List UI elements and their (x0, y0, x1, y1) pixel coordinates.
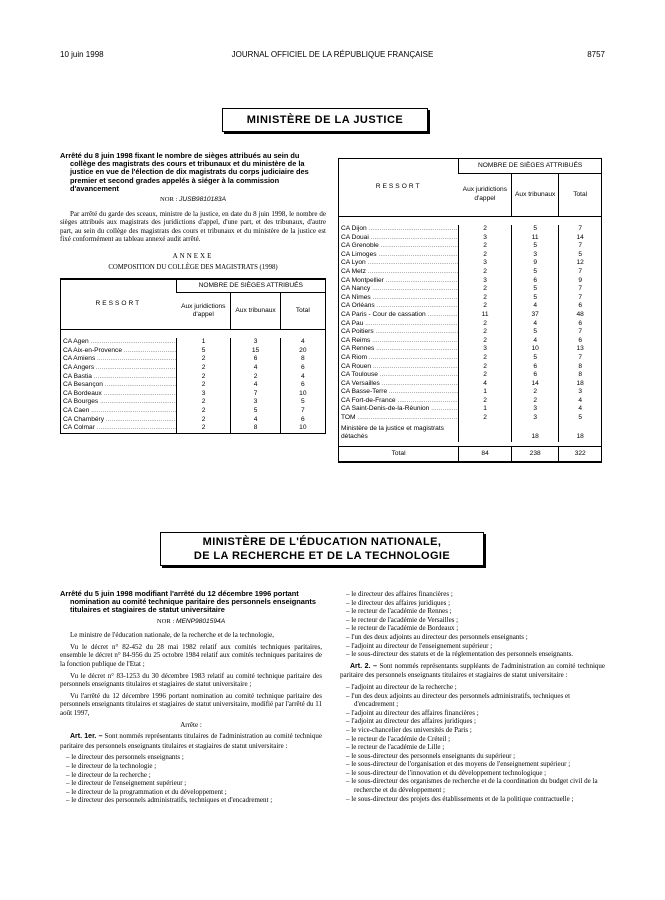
table-row (339, 234, 601, 243)
total-header: Total (280, 293, 325, 330)
ressort-cell: CA Dijon ..... (339, 225, 459, 234)
tribunaux-header: Aux tribunaux (231, 293, 280, 330)
table-row (339, 285, 601, 294)
ressort-cell: CA Poitiers ..... (339, 328, 459, 337)
table-row (61, 381, 325, 390)
value-cell: 13 (559, 345, 601, 354)
list-item: – le recteur de l'académie de Lille ; (346, 743, 445, 752)
arrete-justice (60, 152, 326, 434)
table-row (339, 225, 601, 234)
ressort-cell: CA Nîmes ..... (339, 294, 459, 303)
value-cell: 2 (511, 388, 558, 397)
value-cell: 1 (176, 338, 231, 347)
ressort-cell: CA Limoges ..... (339, 251, 459, 260)
nor-line-2: NOR : MENP9801594A (156, 617, 226, 625)
list-item: – le sous-directeur de l'organisation et des moyens de l'enseignement supérieur ; (346, 760, 571, 769)
value-cell: 18 (559, 380, 601, 389)
value-cell: 5 (559, 414, 601, 423)
ressort-cell: CA Montpellier ..... (339, 277, 459, 286)
value-cell: 3 (511, 405, 558, 414)
table-row (339, 320, 601, 329)
ressort-cell: CA Nancy ..... (339, 285, 459, 294)
table-row-ministere: Ministère de la justice et magistrats détachés 18 18 (339, 423, 601, 442)
value-cell: 5 (280, 398, 325, 407)
table-row (339, 268, 601, 277)
ressort-cell: CA Reims ..... (339, 337, 459, 346)
ressort-cell: CA Besançon ..... (61, 381, 176, 390)
list-item: – le sous-directeur des organismes de recherche et de la coordination du budget civil de la recherche et du développement ; (346, 777, 598, 795)
ressort-cell: CA Colmar ..... (61, 424, 176, 433)
ressort-cell: CA Saint-Denis-de-la-Réunion ..... (339, 405, 459, 414)
value-cell: 12 (559, 259, 601, 268)
ressort-cell: CA Metz ..... (339, 268, 459, 277)
ressort-cell: CA Chambéry ..... (61, 416, 176, 425)
value-cell: 8 (280, 355, 325, 364)
value-cell: 7 (559, 328, 601, 337)
value-cell: 15 (231, 347, 280, 356)
list-item: – le directeur de la technologie ; (66, 761, 157, 770)
value-cell: 4 (511, 302, 558, 311)
value-cell: 2 (459, 371, 512, 380)
value-cell: 5 (511, 242, 558, 251)
list-item: – le directeur de la recherche ; (66, 770, 151, 779)
table-row (339, 388, 601, 397)
value-cell: 2 (459, 268, 512, 277)
value-cell: 5 (231, 407, 280, 416)
table-row (339, 294, 601, 303)
ressort-cell: CA Amiens ..... (61, 355, 176, 364)
value-cell: 4 (511, 320, 558, 329)
table-row (61, 390, 325, 399)
table-row (339, 405, 601, 414)
value-cell: 7 (559, 225, 601, 234)
value-cell: 4 (231, 416, 280, 425)
list-item: – l'adjoint au directeur des affaires juridiques ; (346, 717, 477, 726)
value-cell: 8 (231, 424, 280, 433)
value-cell: 14 (511, 380, 558, 389)
table-row (339, 380, 601, 389)
ressort-cell: CA Rouen ..... (339, 363, 459, 372)
value-cell: 2 (459, 414, 512, 423)
table-row (339, 311, 601, 320)
value-cell: 2 (176, 407, 231, 416)
table-row (61, 347, 325, 356)
table-row (61, 407, 325, 416)
value-cell: 6 (559, 337, 601, 346)
value-cell: 5 (511, 225, 558, 234)
article-2: Art. 2. – Sont nommés représentants suppléants de l'administration au comité technique paritaire des personnels enseignants titulaires et stagiaires de statut universitaire : (340, 661, 606, 680)
value-cell: 10 (280, 424, 325, 433)
table-row (339, 251, 601, 260)
ressort-cell: CA Angers ..... (61, 364, 176, 373)
value-cell: 2 (176, 416, 231, 425)
value-cell: 5 (511, 268, 558, 277)
list-item: – le directeur des personnels administratifs, techniques et d'encadrement ; (66, 796, 273, 805)
table-row (61, 424, 325, 433)
table-row (61, 373, 325, 382)
value-cell: 4 (280, 338, 325, 347)
list-item: – l'adjoint au directeur des affaires financières ; (346, 708, 479, 717)
value-cell: 5 (511, 328, 558, 337)
table-row (339, 259, 601, 268)
arrete-education-right (340, 590, 605, 803)
list-item: – le sous-directeur des statuts et de la réglementation des personnels enseignants. (346, 650, 574, 659)
ressort-cell: TOM ..... (339, 414, 459, 423)
table-row (339, 328, 601, 337)
value-cell: 3 (231, 338, 280, 347)
value-cell: 5 (511, 285, 558, 294)
value-cell: 4 (511, 337, 558, 346)
appel-header: Aux juridictions d'appel (176, 293, 231, 330)
value-cell: 2 (459, 294, 512, 303)
sieges-table-right (338, 158, 602, 463)
arrete-justice-title: Arrêté du 8 juin 1998 fixant le nombre de sièges attribués au sein du collège des magistrats des cours et tribunaux et du ministère de la justice en vue de l'élection de dix magistrats du corps judiciaire des premier et second grades appelés à siéger à la commission d'avancement (60, 151, 309, 193)
table-row (61, 338, 325, 347)
value-cell: 4 (231, 381, 280, 390)
sieges-table-right-wrap (338, 158, 602, 463)
value-cell: 2 (459, 320, 512, 329)
value-cell: 5 (511, 354, 558, 363)
ressort-cell: CA Grenoble ..... (339, 242, 459, 251)
ministry-justice-heading: MINISTÈRE DE LA JUSTICE (222, 108, 428, 132)
table-row (339, 277, 601, 286)
article-1-list (60, 753, 322, 805)
value-cell: 6 (511, 371, 558, 380)
value-cell: 7 (559, 354, 601, 363)
list-item: – le recteur de l'académie de Créteil ; (346, 734, 451, 743)
composition-heading: COMPOSITION DU COLLÈGE DES MAGISTRATS (1998) (108, 263, 278, 271)
value-cell: 6 (559, 302, 601, 311)
table-row (339, 242, 601, 251)
sieges-table-left (60, 278, 326, 434)
value-cell: 4 (559, 397, 601, 406)
ressort-cell: CA Orléans ..... (339, 302, 459, 311)
value-cell: 2 (459, 285, 512, 294)
value-cell: 37 (511, 311, 558, 320)
article-1-list-continued (340, 590, 605, 659)
value-cell: 6 (231, 355, 280, 364)
ressort-cell: CA Bastia ..... (61, 373, 176, 382)
table-row (61, 398, 325, 407)
value-cell: 3 (459, 234, 512, 243)
table-row (339, 302, 601, 311)
value-cell: 5 (559, 251, 601, 260)
list-item: – le sous-directeur de l'innovation et du développement technologique ; (346, 768, 547, 777)
value-cell: 3 (176, 390, 231, 399)
appel-header-right: Aux juridictions d'appel (459, 174, 512, 217)
header-date: 10 juin 1998 (60, 50, 104, 59)
ressort-cell: CA Caen ..... (61, 407, 176, 416)
value-cell: 2 (459, 397, 512, 406)
value-cell: 20 (280, 347, 325, 356)
value-cell: 7 (280, 407, 325, 416)
value-cell: 8 (559, 363, 601, 372)
list-item: – le recteur de l'académie de Rennes ; (346, 607, 452, 616)
value-cell: 2 (176, 424, 231, 433)
value-cell: 7 (231, 390, 280, 399)
list-item: – l'un des deux adjoints au directeur des personnels administratifs, techniques et d'encadrement ; (346, 691, 571, 709)
tribunaux-header-right: Aux tribunaux (511, 174, 558, 217)
table-row (339, 371, 601, 380)
list-item: – le sous-directeur des personnels enseignants du supérieur ; (346, 751, 516, 760)
value-cell: 7 (559, 294, 601, 303)
value-cell: 11 (511, 234, 558, 243)
value-cell: 10 (511, 345, 558, 354)
value-cell: 2 (459, 302, 512, 311)
ressort-cell: CA Bordeaux ..... (61, 390, 176, 399)
list-item: – le directeur des personnels enseignants ; (66, 753, 184, 762)
value-cell: 2 (459, 337, 512, 346)
list-item: – l'adjoint au directeur de la recherche ; (346, 682, 457, 691)
value-cell: 10 (280, 390, 325, 399)
value-cell: 3 (231, 398, 280, 407)
value-cell: 9 (559, 277, 601, 286)
value-cell: 2 (176, 398, 231, 407)
value-cell: 6 (280, 364, 325, 373)
table-row (339, 337, 601, 346)
nor-line: NOR : JUSB9810183A (160, 196, 226, 204)
value-cell: 3 (459, 259, 512, 268)
article-1: Art. 1er. – Sont nommés représentants titulaires de l'administration au comité technique paritaire des personnels enseignants titulaires et stagiaires de statut universitaire : (60, 732, 322, 750)
value-cell: 6 (280, 381, 325, 390)
value-cell: 6 (511, 277, 558, 286)
value-cell: 2 (176, 373, 231, 382)
value-cell: 6 (511, 363, 558, 372)
nombre-header-right: NOMBRE DE SIÈGES ATTRIBUÉS (459, 159, 601, 174)
value-cell: 14 (559, 234, 601, 243)
value-cell: 4 (231, 364, 280, 373)
value-cell: 2 (459, 363, 512, 372)
arrete-justice-text: Par arrêté du garde des sceaux, ministre de la justice, en date du 8 juin 1998, le nombre de sièges attribués aux magistrats des juridictions d'appel, d'une part, et des tribunaux, d'autre part, au sein du collège des magistrats des cours et tribunaux et du ministère de la justice est fixé conformément au tableau annexé audit arrêté. (60, 209, 326, 244)
ressort-cell: CA Lyon ..... (339, 259, 459, 268)
value-cell: 2 (459, 242, 512, 251)
value-cell: 2 (231, 373, 280, 382)
ressort-cell: CA Toulouse ..... (339, 371, 459, 380)
list-item: – le directeur des affaires financières ; (346, 590, 453, 598)
value-cell: 6 (280, 416, 325, 425)
ressort-cell: CA Rennes ..... (339, 345, 459, 354)
table-row (61, 364, 325, 373)
list-item: – le recteur de l'académie de Versailles ; (346, 615, 459, 624)
value-cell: 9 (511, 259, 558, 268)
ressort-cell: CA Paris - Cour de cassation ..... (339, 311, 459, 320)
nombre-header: NOMBRE DE SIÈGES ATTRIBUÉS (176, 280, 325, 293)
value-cell: 11 (459, 311, 512, 320)
arrete-education-title: Arrêté du 5 juin 1998 modifiant l'arrêté du 12 décembre 1996 portant nomination au comité technique paritaire des personnels enseignants titulaires et stagiaires de statut universitaire (60, 589, 316, 615)
list-item: – le directeur de l'enseignement supérieur ; (66, 779, 187, 788)
value-cell: 2 (176, 355, 231, 364)
ressort-cell: CA Fort-de-France ..... (339, 397, 459, 406)
table-row (339, 354, 601, 363)
ressort-cell: CA Bourges ..... (61, 398, 176, 407)
table-row (339, 414, 601, 423)
table-row (339, 363, 601, 372)
list-item: – le directeur de la programmation et du développement ; (66, 787, 227, 796)
value-cell: 1 (459, 388, 512, 397)
value-cell: 6 (559, 320, 601, 329)
ressort-cell: CA Agen ..... (61, 338, 176, 347)
list-item: – l'adjoint au directeur de l'enseignement supérieur ; (346, 641, 493, 650)
value-cell: 3 (459, 277, 512, 286)
table-row (339, 345, 601, 354)
header-page-number: 8757 (587, 50, 605, 59)
value-cell: 48 (559, 311, 601, 320)
list-item: – le sous-directeur des projets des établissements et de la politique contractuelle ; (346, 794, 574, 803)
table-row (61, 416, 325, 425)
value-cell: 2 (459, 354, 512, 363)
annexe-heading: ANNEXE (172, 251, 214, 260)
value-cell: 5 (176, 347, 231, 356)
value-cell: 7 (559, 268, 601, 277)
ressort-cell: CA Riom ..... (339, 354, 459, 363)
value-cell: 8 (559, 371, 601, 380)
list-item: – le directeur des affaires juridiques ; (346, 598, 451, 607)
value-cell: 3 (511, 414, 558, 423)
value-cell: 5 (511, 294, 558, 303)
value-cell: 7 (559, 242, 601, 251)
article-2-list (340, 683, 605, 803)
ressort-cell: CA Aix-en-Provence ..... (61, 347, 176, 356)
arrete-education-left: Arrêté du 5 juin 1998 modifiant l'arrêté du 12 décembre 1996 portant nomination au comité technique paritaire des personnels enseignants titulaires et stagiaires de statut universitaire NOR : MENP9801594A Le ministre de l'éducation nationale, de la recherche et de la technologie, Vu le décret n° 82-452 du 28 mai 1982 relatif aux comités techniques paritaires, ensemble le décret n° 84-956 du 25 octobre 1984 relatif aux comités techniques paritaires de la fonction publique de l'Etat ; Vu le décret n° 83-1253 du 30 décembre 1983 relatif au comité technique paritaire des personnels enseignants titulaires et stagiaires de statut universitaire ; Vu l'arrêté du 12 décembre 1996 portant nomination au comité technique paritaire des personnels enseignants titulaires et stagiaires de statut universitaire, modifié par l'arrêté du 11 août 1997, Arrête : Art. 1er. – Sont nommés représentants titulaires de l'administration au comité technique paritaire des personnels enseignants titulaires et stagiaires de statut universitaire : – le directeur des personnels enseignants ; – le directeur de la technologie ; – le directeur de la recherche ; – le directeur de l'enseignement supérieur ; – le directeur de la programmation et du développement ; – le directeur des personnels administratifs, techniques et d'encadrement ; (60, 589, 322, 805)
value-cell: 2 (176, 364, 231, 373)
ressort-cell: CA Douai ..... (339, 234, 459, 243)
value-cell: 7 (559, 285, 601, 294)
ressort-header: RESSORT (61, 280, 176, 330)
value-cell: 3 (459, 345, 512, 354)
value-cell: 2 (511, 397, 558, 406)
value-cell: 3 (559, 388, 601, 397)
list-item: – le recteur de l'académie de Bordeaux ; (346, 624, 459, 633)
header-journal: JOURNAL OFFICIEL DE LA RÉPUBLIQUE FRANÇAISE (231, 50, 434, 59)
ministry-education-heading: MINISTÈRE DE L'ÉDUCATION NATIONALE, DE LA RECHERCHE ET DE LA TECHNOLOGIE (160, 532, 484, 566)
value-cell: 2 (459, 251, 512, 260)
value-cell: 2 (459, 225, 512, 234)
table-row (339, 397, 601, 406)
value-cell: 4 (280, 373, 325, 382)
list-item: – le vice-chancelier des universités de Paris ; (346, 725, 472, 734)
value-cell: 3 (511, 251, 558, 260)
total-header-right: Total (559, 174, 601, 217)
value-cell: 4 (459, 380, 512, 389)
value-cell: 2 (176, 381, 231, 390)
ressort-cell: CA Pau ..... (339, 320, 459, 329)
value-cell: 4 (559, 405, 601, 414)
ressort-header-right: RESSORT (339, 159, 459, 217)
table-row (61, 355, 325, 364)
value-cell: 2 (459, 328, 512, 337)
value-cell: 1 (459, 405, 512, 414)
list-item: – l'un des deux adjoints au directeur des personnels enseignants ; (346, 632, 528, 641)
ressort-cell: CA Basse-Terre ..... (339, 388, 459, 397)
table-row-total: Total 84 238 322 (339, 446, 601, 461)
ressort-cell: CA Versailles ..... (339, 380, 459, 389)
